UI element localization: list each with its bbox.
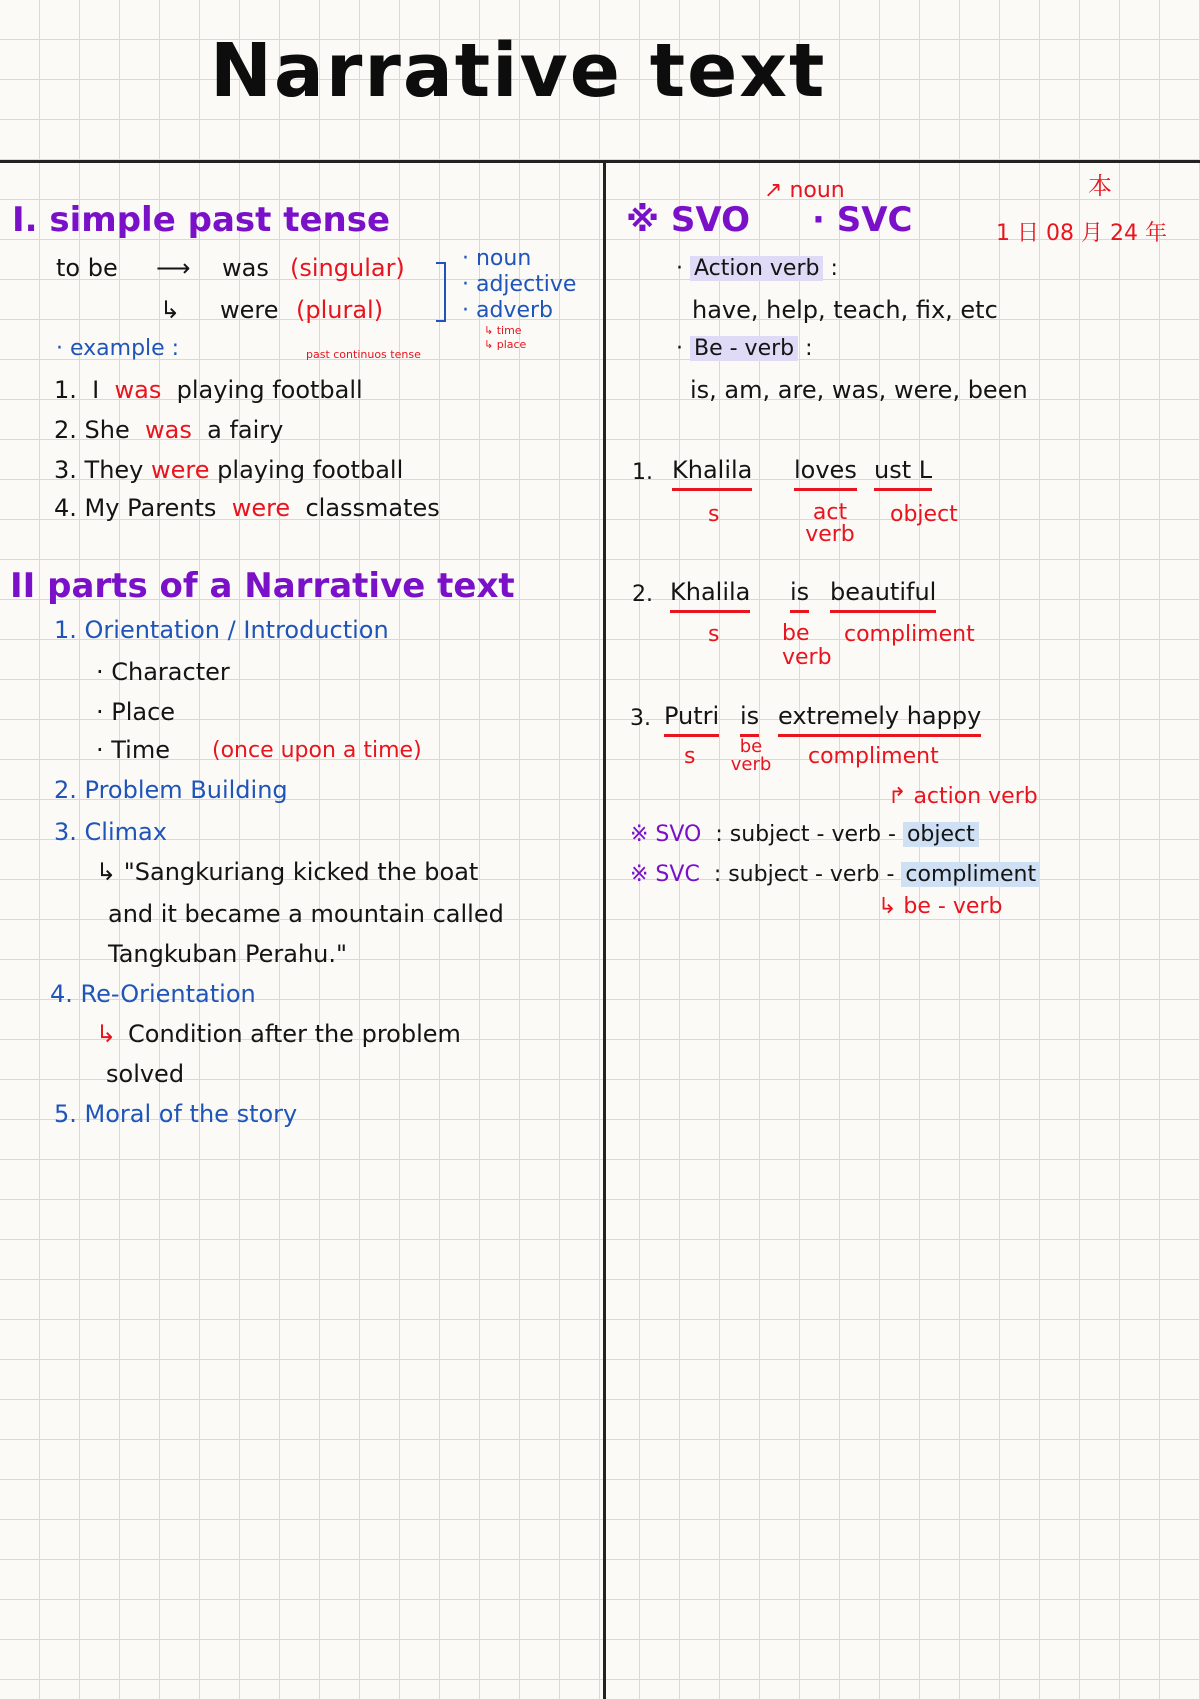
climax-line-2: and it became a mountain called — [108, 900, 504, 928]
singular-note: (singular) — [290, 254, 405, 282]
svc-example-3-complement: extremely happy — [778, 702, 981, 737]
reorientation-line-2: solved — [106, 1060, 185, 1088]
action-verb-label: · Action verb : — [676, 256, 838, 281]
svc-example-3-verb: is — [740, 702, 759, 737]
reorientation-line-1: Condition after the problem — [128, 1020, 461, 1048]
part-climax: 3. Climax — [54, 818, 167, 846]
was-word: was — [222, 254, 269, 282]
part-moral: 5. Moral of the story — [54, 1100, 298, 1128]
svo-heading: ※ SVO — [626, 200, 750, 240]
svo-example-1-verb: loves — [794, 456, 857, 491]
example-1: 1. I was playing football — [54, 376, 363, 404]
svo-example-1-object: ust L — [874, 456, 932, 491]
part-orientation: 1. Orientation / Introduction — [54, 616, 389, 644]
plural-note: (plural) — [296, 296, 384, 324]
svc-heading: · SVC — [812, 200, 913, 240]
svc-example-2-subject: Khalila — [670, 578, 750, 613]
adverb-place: ↳ place — [484, 338, 527, 351]
hook-arrow-icon: ↳ — [160, 296, 181, 324]
svc-example-3-num: 3. — [630, 706, 651, 731]
svo-definition: ※ SVO : subject - verb - object — [630, 822, 979, 847]
section2-heading: II parts of a Narrative text — [10, 566, 515, 606]
kanji-mark: 本 — [1088, 172, 1112, 200]
svc-example-2-verb: is — [790, 578, 809, 613]
be-verb-note: ↳ be - verb — [878, 894, 1003, 919]
vertical-divider — [603, 160, 606, 1699]
orientation-place: · Place — [96, 698, 176, 726]
follow-noun: · noun — [462, 246, 532, 271]
arrow-icon: ⟶ — [156, 254, 191, 282]
svc-example-2-s-label: s — [708, 622, 720, 647]
climax-line-1: ↳ "Sangkuriang kicked the boat — [96, 858, 479, 886]
were-word: were — [220, 296, 279, 324]
orientation-time: · Time — [96, 736, 170, 764]
climax-line-3: Tangkuban Perahu." — [108, 940, 348, 968]
horizontal-divider — [0, 160, 1200, 163]
curved-arrow-icon: ↗ — [764, 178, 783, 203]
date-note: 1 日 08 月 24 年 — [996, 221, 1167, 246]
be-verb-list: is, am, are, was, were, been — [690, 376, 1028, 404]
page-title: Narrative text — [210, 28, 827, 114]
part-problem-building: 2. Problem Building — [54, 776, 288, 804]
svc-example-3-subject: Putri — [664, 702, 719, 737]
example-4: 4. My Parents were classmates — [54, 494, 440, 522]
time-note: (once upon a time) — [212, 738, 422, 763]
svc-definition: ※ SVC : subject - verb - compliment — [630, 862, 1040, 887]
orientation-character: · Character — [96, 658, 230, 686]
noun-note: ↗ noun — [764, 178, 845, 203]
curved-arrow-icon: ↱ — [888, 784, 907, 809]
svc-example-2-c-label: compliment — [844, 622, 975, 647]
example-3: 3. They were playing football — [54, 456, 404, 484]
svo-example-1-s-label: s — [708, 502, 720, 527]
action-verb-note: ↱ action verb — [888, 784, 1038, 809]
svc-example-3-c-label: compliment — [808, 744, 939, 769]
past-continuous-note: past continuos tense — [306, 348, 421, 361]
svo-example-1-v-label: act verb — [805, 500, 855, 547]
action-verb-list: have, help, teach, fix, etc — [692, 296, 998, 324]
svo-example-1-num: 1. — [632, 460, 653, 485]
be-verb-label: · Be - verb : — [676, 336, 813, 361]
section1-heading: I. simple past tense — [12, 200, 391, 240]
to-be-label: to be — [56, 254, 118, 282]
reorientation-arrow-icon: ↳ — [96, 1020, 117, 1048]
adverb-time: ↳ time — [484, 324, 522, 337]
example-2: 2. She was a fairy — [54, 416, 284, 444]
svo-example-1-subject: Khalila — [672, 456, 752, 491]
svc-example-2-v-label: be verb — [782, 621, 832, 670]
svc-example-2-complement: beautiful — [830, 578, 936, 613]
svc-example-3-v-label: be verb — [730, 736, 772, 775]
svc-example-2-num: 2. — [632, 582, 653, 607]
follow-adjective: · adjective — [462, 272, 577, 297]
svo-example-1-o-label: object — [890, 502, 958, 527]
bracket-icon — [436, 262, 446, 322]
svc-example-3-s-label: s — [684, 744, 696, 769]
follow-adverb: · adverb — [462, 298, 553, 323]
part-reorientation: 4. Re-Orientation — [50, 980, 256, 1008]
example-label: · example : — [56, 336, 180, 361]
